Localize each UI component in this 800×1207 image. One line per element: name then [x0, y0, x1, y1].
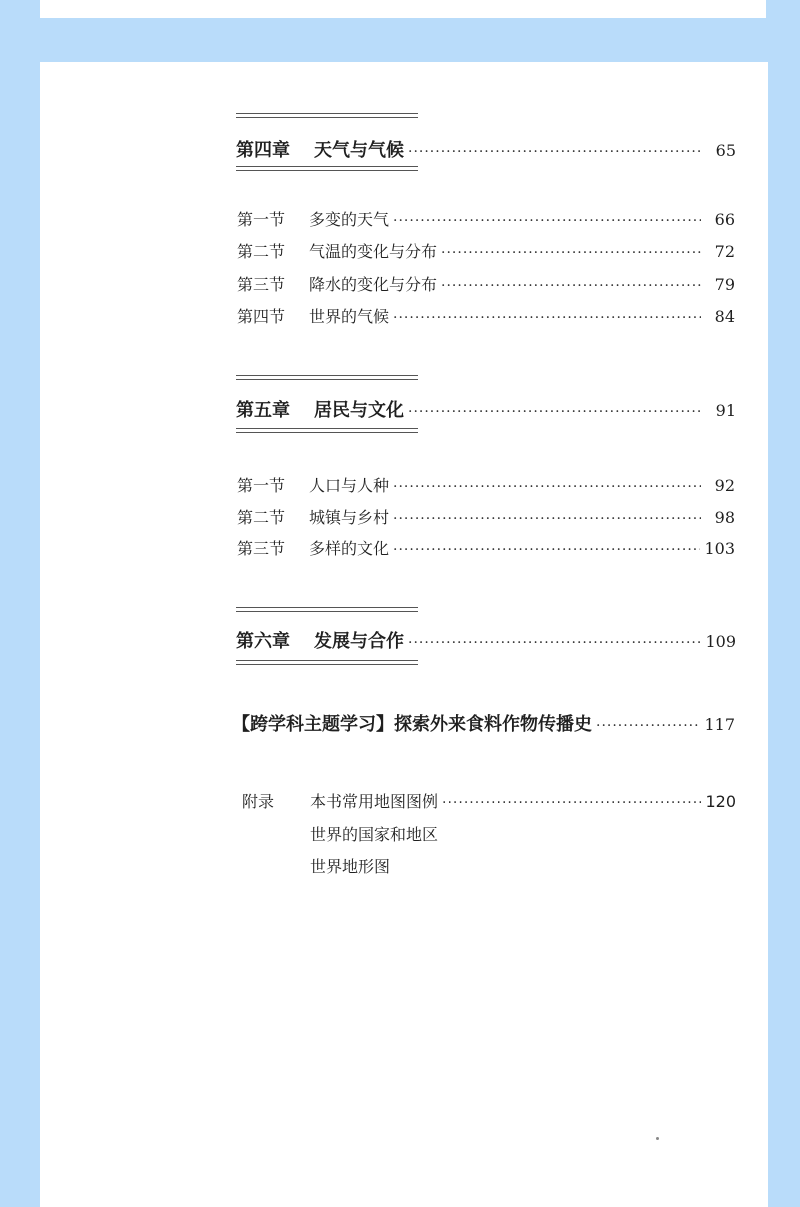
page-number: 91	[715, 401, 736, 420]
section-4-1[interactable]	[237, 207, 735, 230]
section-number: 第三节	[237, 275, 286, 294]
section-4-3[interactable]	[237, 272, 735, 295]
appendix-item-terrain-map[interactable]: 世界地形图	[310, 857, 391, 876]
appendix-label: 附录	[242, 792, 275, 811]
dot-leader	[408, 635, 701, 651]
section-title: 人口与人种	[309, 476, 390, 495]
dot-leader	[393, 511, 701, 527]
section-title: 城镇与乡村	[309, 508, 390, 527]
page-number: 109	[705, 632, 736, 651]
page-number: 72	[714, 242, 735, 261]
section-title: 多变的天气	[309, 210, 390, 229]
chapter-rule-top	[236, 375, 418, 380]
dot-leader	[408, 144, 702, 160]
dot-leader	[408, 404, 702, 420]
page-number: 117	[704, 715, 735, 734]
page-number: 120	[705, 792, 736, 811]
chapter-heading[interactable]	[236, 627, 736, 653]
section-5-3[interactable]	[237, 536, 735, 559]
section-5-2[interactable]	[237, 505, 735, 528]
chapter-rule-bottom	[236, 428, 418, 433]
toc-page	[40, 62, 768, 1207]
paper-speck	[656, 1137, 659, 1140]
chapter-number: 第四章	[236, 140, 290, 161]
section-4-2[interactable]	[237, 239, 735, 262]
dot-leader	[393, 542, 700, 558]
chapter-heading[interactable]	[236, 396, 736, 422]
appendix-item-title: 本书常用地图图例	[310, 792, 439, 811]
appendix-item-legend[interactable]	[242, 789, 736, 812]
section-number: 第四节	[237, 307, 286, 326]
section-5-1[interactable]	[237, 473, 735, 496]
chapter-rule-top	[236, 607, 418, 612]
page-number: 65	[715, 141, 736, 160]
dot-leader	[596, 718, 700, 734]
section-4-4[interactable]	[237, 304, 735, 327]
section-number: 第一节	[237, 210, 286, 229]
chapter-heading[interactable]	[236, 136, 736, 162]
dot-leader	[393, 310, 701, 326]
chapter-number: 第六章	[236, 631, 290, 652]
page-number: 98	[714, 508, 735, 527]
section-title: 气温的变化与分布	[309, 242, 438, 261]
section-title: 降水的变化与分布	[309, 275, 438, 294]
section-title: 多样的文化	[309, 539, 390, 558]
dot-leader	[441, 278, 701, 294]
dot-leader	[393, 479, 701, 495]
page-number: 84	[714, 307, 735, 326]
section-title: 世界的气候	[309, 307, 390, 326]
chapter-title: 天气与气候	[314, 140, 404, 161]
page-number: 103	[704, 539, 735, 558]
page-number: 79	[714, 275, 735, 294]
dot-leader	[441, 245, 701, 261]
section-number: 第二节	[237, 508, 286, 527]
page-number: 92	[714, 476, 735, 495]
topic-title: 【跨学科主题学习】探索外来食料作物传播史	[232, 714, 592, 735]
previous-page-edge	[40, 0, 766, 18]
dot-leader	[442, 795, 701, 811]
chapter-rule-top	[236, 113, 418, 118]
section-number: 第二节	[237, 242, 286, 261]
chapter-title: 居民与文化	[314, 400, 404, 421]
chapter-number: 第五章	[236, 400, 290, 421]
appendix-item-countries[interactable]: 世界的国家和地区	[310, 825, 439, 844]
dot-leader	[393, 213, 701, 229]
chapter-title: 发展与合作	[314, 631, 404, 652]
chapter-rule-bottom	[236, 166, 418, 171]
page-number: 66	[714, 210, 735, 229]
section-number: 第一节	[237, 476, 286, 495]
chapter-rule-bottom	[236, 660, 418, 665]
section-number: 第三节	[237, 539, 286, 558]
interdisciplinary-topic[interactable]	[232, 710, 735, 736]
